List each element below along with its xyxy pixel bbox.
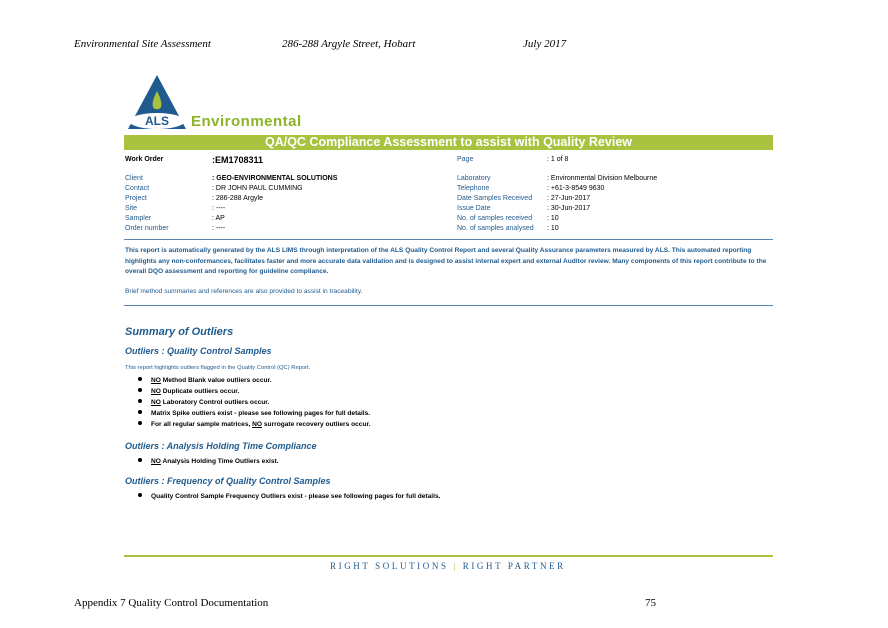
header-address: 286-288 Argyle Street, Hobart (282, 38, 416, 50)
holding-heading: Outliers : Analysis Holding Time Compliance (125, 441, 317, 451)
samples-analysed-label: No. of samples analysed (457, 225, 534, 232)
frequency-heading: Outliers : Frequency of Quality Control Samples (125, 476, 331, 486)
client-value: : GEO-ENVIRONMENTAL SOLUTIONS (212, 175, 338, 182)
issue-date-value: : 30-Jun-2017 (547, 205, 591, 212)
footer-tagline: RIGHT SOLUTIONS | RIGHT PARTNER (330, 561, 566, 571)
samples-analysed-value: : 10 (547, 225, 559, 232)
list-item: NO Duplicate outliers occur. (138, 386, 371, 397)
qc-note: This report highlights outliers flagged in the Quality Control (QC) Report. (125, 365, 311, 371)
list-item: NO Method Blank value outliers occur. (138, 375, 371, 386)
report-title: QA/QC Compliance Assessment to assist with Quality Review (124, 135, 773, 150)
bullet-icon (138, 399, 142, 403)
order-number-value: : ---- (212, 225, 226, 232)
intro-paragraph: This report is automatically generated by the ALS LIMS through interpretation of the ALS Quality Control Report and several Quality Assurance parameters measured by ALS. This automated reporting highlights any non-conformances, facilitates faster and more accurate data validation and is designed to assist internal expert and external Auditor review. Many components of this report contribute to the overall DQO assessment and reporting for guideline compliance. (125, 247, 767, 275)
brief-note: Brief method summaries and references are also provided to assist in traceability. (125, 288, 363, 295)
summary-heading: Summary of Outliers (125, 326, 234, 338)
bullet-icon (138, 421, 142, 425)
logo-als-text: ALS (145, 114, 169, 128)
bullet-icon (138, 458, 142, 462)
frequency-list (138, 491, 440, 502)
appendix-label: Appendix 7 Quality Control Documentation (74, 597, 269, 609)
date-received-label: Date Samples Received (457, 195, 533, 202)
order-number-label: Order number (125, 225, 169, 232)
list-item: Quality Control Sample Frequency Outliers exist - please see following pages for full details. (138, 491, 440, 502)
work-order-label: Work Order (125, 156, 164, 163)
client-label: Client (125, 175, 143, 182)
als-logo (126, 73, 188, 131)
sampler-value: : AP (212, 215, 225, 222)
header-date: July 2017 (523, 38, 567, 50)
samples-received-value: : 10 (547, 215, 559, 222)
bullet-icon (138, 410, 142, 414)
divider-top (124, 239, 773, 240)
header-title: Environmental Site Assessment (74, 38, 211, 50)
qc-list (138, 375, 371, 430)
page-label: Page (457, 156, 474, 163)
bullet-icon (138, 493, 142, 497)
bullet-icon (138, 377, 142, 381)
divider-bottom (124, 305, 773, 306)
site-label: Site (125, 205, 138, 212)
telephone-value: : +61-3-8549 9630 (547, 185, 605, 192)
footer-rule (124, 555, 773, 557)
logo-word: Environmental (191, 113, 302, 130)
page-number: 75 (645, 597, 656, 609)
list-item: NO Analysis Holding Time Outliers exist. (138, 456, 279, 467)
samples-received-label: No. of samples received (457, 215, 533, 222)
list-item: For all regular sample matrices, NO surrogate recovery outliers occur. (138, 419, 371, 430)
work-order-value: :EM1708311 (212, 155, 264, 165)
page-value: : 1 of 8 (547, 156, 569, 163)
list-item: Matrix Spike outliers exist - please see following pages for full details. (138, 408, 371, 419)
site-value: : ---- (212, 205, 226, 212)
sampler-label: Sampler (125, 215, 152, 222)
date-received-value: : 27-Jun-2017 (547, 195, 591, 202)
holding-list (138, 456, 279, 467)
project-label: Project (125, 195, 147, 202)
project-value: : 286-288 Argyle (212, 195, 263, 202)
contact-label: Contact (125, 185, 150, 192)
list-item: NO Laboratory Control outliers occur. (138, 397, 371, 408)
contact-value: : DR JOHN PAUL CUMMING (212, 185, 303, 192)
bullet-icon (138, 388, 142, 392)
laboratory-label: Laboratory (457, 175, 491, 182)
qc-heading: Outliers : Quality Control Samples (125, 346, 272, 356)
laboratory-value: : Environmental Division Melbourne (547, 175, 658, 182)
telephone-label: Telephone (457, 185, 490, 192)
issue-date-label: Issue Date (457, 205, 491, 212)
